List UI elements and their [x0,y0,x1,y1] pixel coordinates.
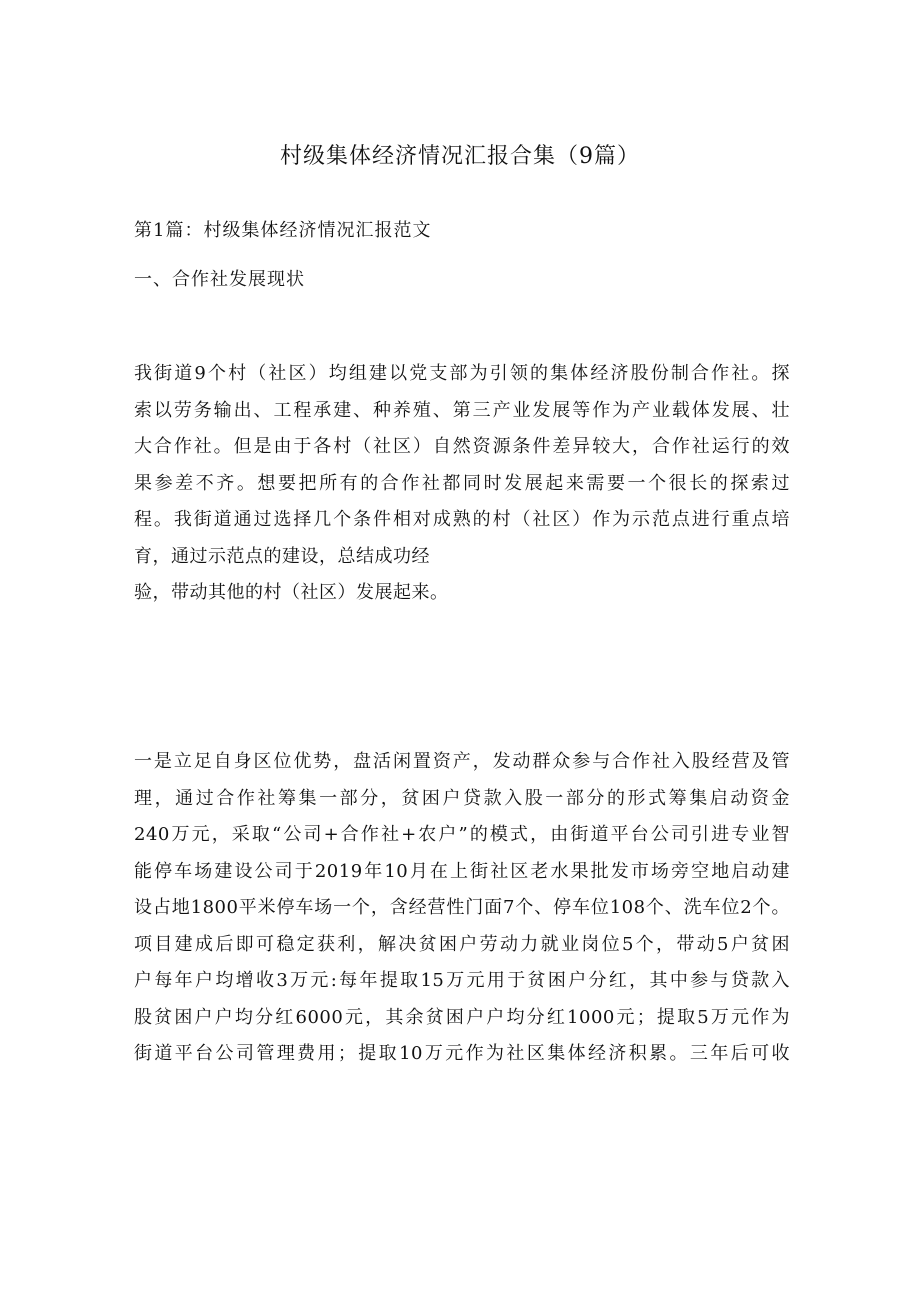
paragraph-line: 索以劳务输出、工程承建、种养殖、第三产业发展等作为产业载体发展、壮 [134,399,790,421]
paragraph-line: 街道平台公司管理费用；提取10万元作为社区集体经济积累。三年后可收 [134,1043,790,1064]
paragraph-2 [134,744,790,1073]
paragraph-line: 一是立足自身区位优势，盘活闲置资产，发动群众参与合作社入股经营及管 [134,751,790,772]
paragraph-line: 240万元，采取“公司+合作社+农户”的模式，由街道平台公司引进专业智 [134,824,790,845]
paragraph-line: 我街道9个村（社区）均组建以党支部为引领的集体经济股份制合作社。探 [134,363,790,384]
paragraph-line: 理，通过合作社筹集一部分，贫困户贷款入股一部分的形式筹集启动资金 [134,787,790,809]
paragraph-line: 股贫困户户均分红6000元，其余贫困户户均分红1000元；提取5万元作为 [134,1006,790,1028]
paragraph-line: 大合作社。但是由于各村（社区）自然资源条件差异较大，合作社运行的效 [134,436,790,457]
sub-heading: 一、合作社发展现状 [134,269,305,290]
paragraph-1 [134,356,790,612]
paragraph-line: 果参差不齐。想要把所有的合作社都同时发展起来需要一个很长的探索过 [134,472,790,494]
paragraph-line: 项目建成后即可稳定获利，解决贫困户劳动力就业岗位5个，带动5户贫困 [134,933,790,955]
paragraph-line: 育，通过示范点的建设，总结成功经 [134,545,430,567]
paragraph-line: 能停车场建设公司于2019年10月在上街社区老水果批发市场旁空地启动建 [134,860,790,882]
paragraph-line: 验，带动其他的村（社区）发展起来。 [134,582,449,603]
section-heading: 第1篇：村级集体经济情况汇报范文 [134,220,432,241]
paragraph-line: 程。我街道通过选择几个条件相对成熟的村（社区）作为示范点进行重点培 [134,509,790,530]
paragraph-line: 户每年户均增收3万元:每年提取15万元用于贫困户分红，其中参与贷款入 [134,970,790,991]
paragraph-line: 设占地1800平米停车场一个，含经营性门面7个、停车位108个、洗车位2个。 [134,897,790,918]
document-title: 村级集体经济情况汇报合集（9篇） [280,144,640,169]
